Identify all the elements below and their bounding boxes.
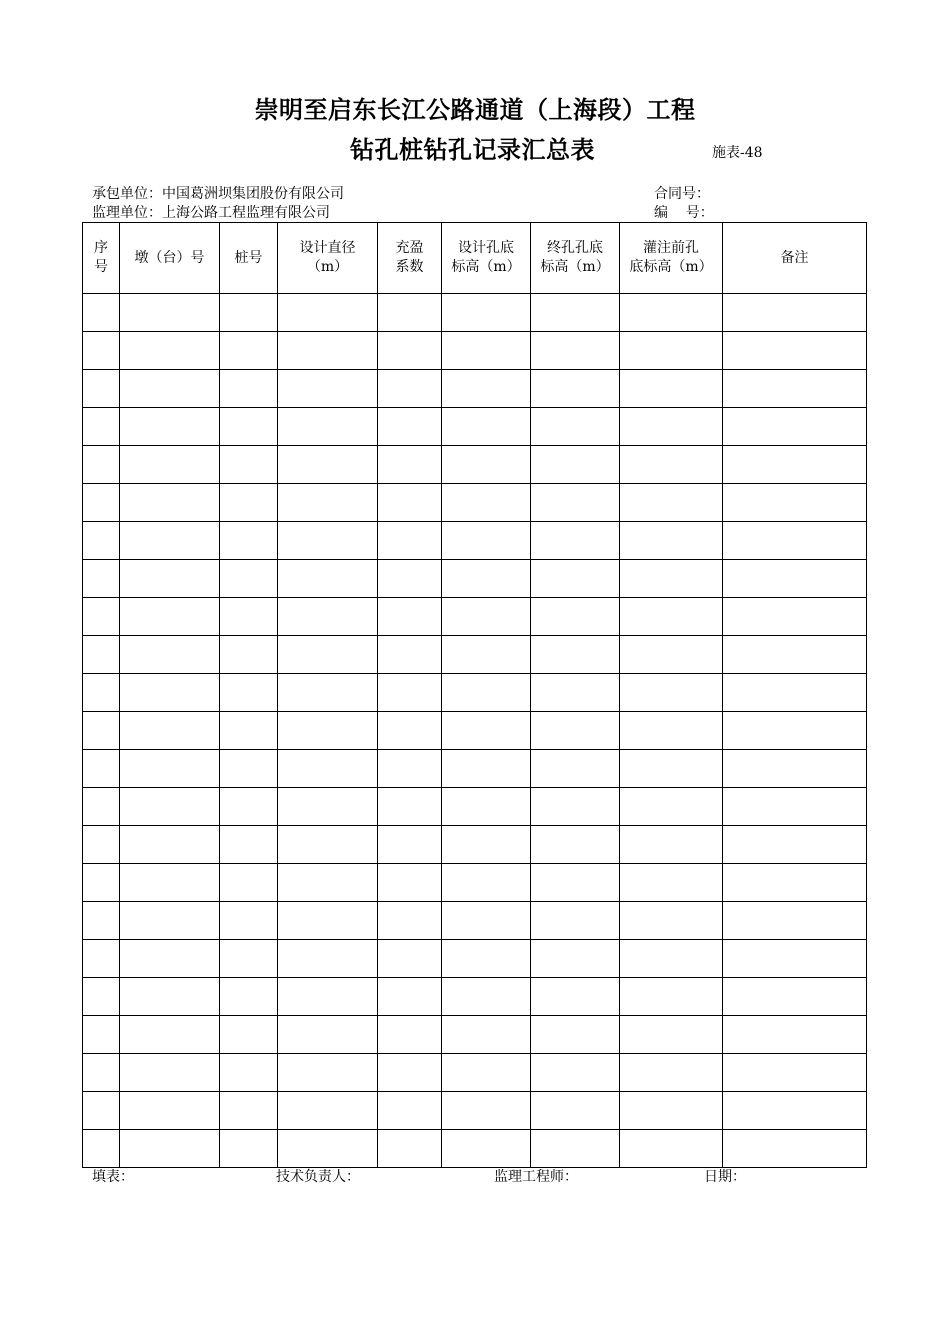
table-cell[interactable] (442, 674, 531, 712)
table-cell[interactable] (220, 484, 278, 522)
table-cell[interactable] (620, 1016, 723, 1054)
table-cell[interactable] (83, 788, 120, 826)
form-number: 施表-48 (712, 145, 763, 161)
table-cell[interactable] (120, 978, 220, 1016)
table-cell[interactable] (278, 1054, 378, 1092)
table-cell[interactable] (723, 864, 867, 902)
table-cell[interactable] (442, 1092, 531, 1130)
table-cell[interactable] (378, 370, 442, 408)
table-cell[interactable] (220, 864, 278, 902)
table-cell[interactable] (531, 1016, 620, 1054)
footer-date: 日期： (704, 1169, 746, 1185)
table-cell[interactable] (220, 826, 278, 864)
table-cell[interactable] (378, 598, 442, 636)
table-cell[interactable] (531, 1092, 620, 1130)
serial-no-label: 编 号： (654, 205, 714, 221)
table-cell[interactable] (120, 560, 220, 598)
table-cell[interactable] (220, 940, 278, 978)
table-cell[interactable] (278, 750, 378, 788)
table-cell[interactable] (220, 522, 278, 560)
table-cell[interactable] (120, 408, 220, 446)
table-cell[interactable] (83, 522, 120, 560)
table-cell[interactable] (278, 370, 378, 408)
table-cell[interactable] (378, 484, 442, 522)
table-cell[interactable] (83, 636, 120, 674)
table-cell[interactable] (723, 560, 867, 598)
table-cell[interactable] (531, 788, 620, 826)
table-cell[interactable] (723, 826, 867, 864)
table-cell[interactable] (120, 750, 220, 788)
table-cell[interactable] (620, 1130, 723, 1168)
table-cell[interactable] (83, 1054, 120, 1092)
table-cell[interactable] (120, 940, 220, 978)
table-cell[interactable] (723, 294, 867, 332)
table-cell[interactable] (723, 1130, 867, 1168)
table-cell[interactable] (723, 522, 867, 560)
table-cell[interactable] (442, 294, 531, 332)
table-cell[interactable] (220, 902, 278, 940)
header-final-bottom-elevation: 终孔孔底 标高（m） (531, 223, 620, 294)
table-cell[interactable] (120, 370, 220, 408)
table-cell[interactable] (120, 674, 220, 712)
table-cell[interactable] (442, 902, 531, 940)
table-cell[interactable] (83, 1130, 120, 1168)
table-row (83, 332, 867, 370)
table-cell[interactable] (620, 1092, 723, 1130)
table-cell[interactable] (531, 1054, 620, 1092)
supervisor-label: 监理单位：上海公路工程监理有限公司 (92, 205, 330, 221)
table-cell[interactable] (378, 446, 442, 484)
table-cell[interactable] (83, 1092, 120, 1130)
page-title: 崇明至启东长江公路通道（上海段）工程 (254, 95, 696, 124)
table-cell[interactable] (278, 902, 378, 940)
table-cell[interactable] (620, 674, 723, 712)
table-cell[interactable] (378, 712, 442, 750)
table-cell[interactable] (278, 522, 378, 560)
header-seq: 序 号 (83, 223, 120, 294)
table-cell[interactable] (531, 446, 620, 484)
table-cell[interactable] (442, 1016, 531, 1054)
table-row (83, 788, 867, 826)
table-cell[interactable] (120, 598, 220, 636)
table-cell[interactable] (620, 408, 723, 446)
table-header-row (83, 223, 867, 294)
table-cell[interactable] (531, 902, 620, 940)
table-cell[interactable] (83, 674, 120, 712)
table-row (83, 750, 867, 788)
footer-tech-lead: 技术负责人： (276, 1169, 360, 1185)
table-cell[interactable] (723, 408, 867, 446)
table-cell[interactable] (278, 940, 378, 978)
table-cell[interactable] (83, 712, 120, 750)
table-cell[interactable] (378, 864, 442, 902)
table-cell[interactable] (278, 978, 378, 1016)
table-cell[interactable] (723, 1092, 867, 1130)
table-cell[interactable] (531, 712, 620, 750)
table-row (83, 294, 867, 332)
table-cell[interactable] (531, 750, 620, 788)
table-cell[interactable] (378, 674, 442, 712)
table-cell[interactable] (220, 560, 278, 598)
table-cell[interactable] (442, 370, 531, 408)
table-cell[interactable] (442, 1054, 531, 1092)
table-cell[interactable] (531, 940, 620, 978)
table-cell[interactable] (620, 370, 723, 408)
table-cell[interactable] (83, 294, 120, 332)
table-cell[interactable] (442, 1130, 531, 1168)
table-row (83, 864, 867, 902)
table-cell[interactable] (442, 446, 531, 484)
table-cell[interactable] (723, 978, 867, 1016)
table-cell[interactable] (442, 978, 531, 1016)
table-cell[interactable] (620, 598, 723, 636)
table-cell[interactable] (83, 750, 120, 788)
table-cell[interactable] (120, 522, 220, 560)
table-cell[interactable] (378, 1130, 442, 1168)
header-pile-no: 桩号 (220, 223, 278, 294)
table-cell[interactable] (531, 294, 620, 332)
table-row (83, 826, 867, 864)
table-cell[interactable] (83, 598, 120, 636)
table-cell[interactable] (278, 864, 378, 902)
table-cell[interactable] (278, 446, 378, 484)
table-cell[interactable] (120, 636, 220, 674)
table-cell[interactable] (83, 332, 120, 370)
table-cell[interactable] (442, 636, 531, 674)
footer-filler: 填表： (92, 1169, 134, 1185)
table-cell[interactable] (378, 294, 442, 332)
table-cell[interactable] (620, 788, 723, 826)
table-cell[interactable] (120, 1092, 220, 1130)
table-cell[interactable] (442, 522, 531, 560)
table-cell[interactable] (120, 484, 220, 522)
table-cell[interactable] (723, 750, 867, 788)
table-cell[interactable] (378, 1054, 442, 1092)
table-cell[interactable] (278, 1016, 378, 1054)
table-cell[interactable] (442, 484, 531, 522)
table-cell[interactable] (83, 484, 120, 522)
table-row (83, 408, 867, 446)
table-cell[interactable] (442, 408, 531, 446)
table-cell[interactable] (278, 826, 378, 864)
table-cell[interactable] (723, 484, 867, 522)
table-cell[interactable] (83, 408, 120, 446)
header-pre-pour-bottom-elevation: 灌注前孔 底标高（m） (620, 223, 723, 294)
table-cell[interactable] (620, 864, 723, 902)
table-cell[interactable] (723, 370, 867, 408)
table-row (83, 446, 867, 484)
table-cell[interactable] (378, 788, 442, 826)
table-cell[interactable] (378, 750, 442, 788)
table-cell[interactable] (83, 826, 120, 864)
table-cell[interactable] (442, 598, 531, 636)
table-cell[interactable] (120, 1016, 220, 1054)
table-cell[interactable] (378, 1092, 442, 1130)
table-cell[interactable] (442, 864, 531, 902)
header-design-bottom-elevation: 设计孔底 标高（m） (442, 223, 531, 294)
table-cell[interactable] (83, 940, 120, 978)
table-cell[interactable] (278, 1092, 378, 1130)
table-cell[interactable] (220, 1054, 278, 1092)
table-cell[interactable] (220, 408, 278, 446)
table-cell[interactable] (220, 370, 278, 408)
table-cell[interactable] (220, 332, 278, 370)
table-cell[interactable] (531, 636, 620, 674)
table-cell[interactable] (378, 636, 442, 674)
contract-no-label: 合同号： (654, 186, 710, 202)
table-cell[interactable] (620, 446, 723, 484)
header-design-diameter: 设计直径 （m） (278, 223, 378, 294)
table-cell[interactable] (120, 1054, 220, 1092)
table-cell[interactable] (531, 370, 620, 408)
table-cell[interactable] (378, 408, 442, 446)
footer-engineer: 监理工程师： (494, 1169, 578, 1185)
table-cell[interactable] (723, 636, 867, 674)
table-cell[interactable] (120, 788, 220, 826)
table-cell[interactable] (723, 1016, 867, 1054)
table-cell[interactable] (620, 1054, 723, 1092)
table-cell[interactable] (723, 1054, 867, 1092)
table-cell[interactable] (723, 788, 867, 826)
table-cell[interactable] (378, 332, 442, 370)
table-cell[interactable] (220, 750, 278, 788)
table-cell[interactable] (83, 446, 120, 484)
table-row (83, 1016, 867, 1054)
table-cell[interactable] (442, 332, 531, 370)
table-row (83, 484, 867, 522)
table-cell[interactable] (620, 484, 723, 522)
table-row (83, 370, 867, 408)
table-cell[interactable] (620, 522, 723, 560)
drilling-record-table (82, 222, 867, 1168)
table-cell[interactable] (120, 902, 220, 940)
table-cell[interactable] (220, 294, 278, 332)
table-cell[interactable] (531, 978, 620, 1016)
table-cell[interactable] (531, 598, 620, 636)
table-cell[interactable] (723, 598, 867, 636)
table-cell[interactable] (442, 560, 531, 598)
table-row (83, 560, 867, 598)
table-cell[interactable] (220, 598, 278, 636)
table-cell[interactable] (278, 294, 378, 332)
contractor-label: 承包单位：中国葛洲坝集团股份有限公司 (92, 186, 344, 202)
table-cell[interactable] (83, 370, 120, 408)
table-cell[interactable] (531, 522, 620, 560)
table-cell[interactable] (220, 1016, 278, 1054)
table-cell[interactable] (620, 978, 723, 1016)
table-cell[interactable] (83, 560, 120, 598)
table-cell[interactable] (278, 712, 378, 750)
table-cell[interactable] (723, 674, 867, 712)
table-cell[interactable] (83, 1016, 120, 1054)
table-cell[interactable] (723, 712, 867, 750)
form-title: 钻孔桩钻孔记录汇总表 (350, 135, 595, 164)
table-cell[interactable] (220, 674, 278, 712)
table-cell[interactable] (378, 940, 442, 978)
table-cell[interactable] (120, 864, 220, 902)
table-row (83, 902, 867, 940)
table-cell[interactable] (723, 446, 867, 484)
table-cell[interactable] (120, 712, 220, 750)
table-cell[interactable] (220, 978, 278, 1016)
table-cell[interactable] (442, 826, 531, 864)
table-row (83, 712, 867, 750)
table-cell[interactable] (442, 788, 531, 826)
table-cell[interactable] (620, 826, 723, 864)
table-row (83, 598, 867, 636)
table-cell[interactable] (120, 826, 220, 864)
table-row (83, 978, 867, 1016)
table-cell[interactable] (378, 826, 442, 864)
table-cell[interactable] (278, 674, 378, 712)
table-cell[interactable] (378, 522, 442, 560)
table-cell[interactable] (220, 636, 278, 674)
header-fill-coefficient: 充盈 系数 (378, 223, 442, 294)
table-cell[interactable] (531, 332, 620, 370)
table-cell[interactable] (278, 332, 378, 370)
table-cell[interactable] (531, 864, 620, 902)
table-cell[interactable] (531, 826, 620, 864)
table-cell[interactable] (620, 294, 723, 332)
table-cell[interactable] (723, 332, 867, 370)
table-cell[interactable] (531, 674, 620, 712)
table-cell[interactable] (278, 598, 378, 636)
table-cell[interactable] (620, 712, 723, 750)
table-cell[interactable] (442, 712, 531, 750)
table-row (83, 1092, 867, 1130)
table-cell[interactable] (83, 902, 120, 940)
table-cell[interactable] (442, 750, 531, 788)
table-cell[interactable] (620, 902, 723, 940)
table-cell[interactable] (723, 902, 867, 940)
table-cell[interactable] (620, 750, 723, 788)
table-cell[interactable] (278, 408, 378, 446)
table-cell[interactable] (278, 636, 378, 674)
table-cell[interactable] (531, 1130, 620, 1168)
table-cell[interactable] (531, 560, 620, 598)
table-cell[interactable] (378, 560, 442, 598)
table-cell[interactable] (120, 332, 220, 370)
table-cell[interactable] (531, 408, 620, 446)
table-cell[interactable] (220, 1130, 278, 1168)
table-cell[interactable] (378, 902, 442, 940)
table-cell[interactable] (620, 940, 723, 978)
table-cell[interactable] (83, 978, 120, 1016)
table-cell[interactable] (278, 788, 378, 826)
table-cell[interactable] (220, 788, 278, 826)
header-pier-no: 墩（台）号 (120, 223, 220, 294)
table-cell[interactable] (620, 636, 723, 674)
table-cell[interactable] (220, 712, 278, 750)
table-cell[interactable] (278, 1130, 378, 1168)
table-cell[interactable] (220, 446, 278, 484)
table-cell[interactable] (378, 978, 442, 1016)
table-cell[interactable] (278, 484, 378, 522)
table-cell[interactable] (723, 940, 867, 978)
table-cell[interactable] (220, 1092, 278, 1130)
table-cell[interactable] (620, 332, 723, 370)
table-cell[interactable] (120, 1130, 220, 1168)
table-cell[interactable] (83, 864, 120, 902)
table-cell[interactable] (620, 560, 723, 598)
table-row (83, 1130, 867, 1168)
table-cell[interactable] (378, 1016, 442, 1054)
table-row (83, 522, 867, 560)
table-cell[interactable] (120, 446, 220, 484)
table-row (83, 940, 867, 978)
table-cell[interactable] (442, 940, 531, 978)
table-cell[interactable] (278, 560, 378, 598)
header-remarks: 备注 (723, 223, 867, 294)
table-row (83, 674, 867, 712)
table-cell[interactable] (531, 484, 620, 522)
table-row (83, 1054, 867, 1092)
table-row (83, 636, 867, 674)
table-cell[interactable] (120, 294, 220, 332)
